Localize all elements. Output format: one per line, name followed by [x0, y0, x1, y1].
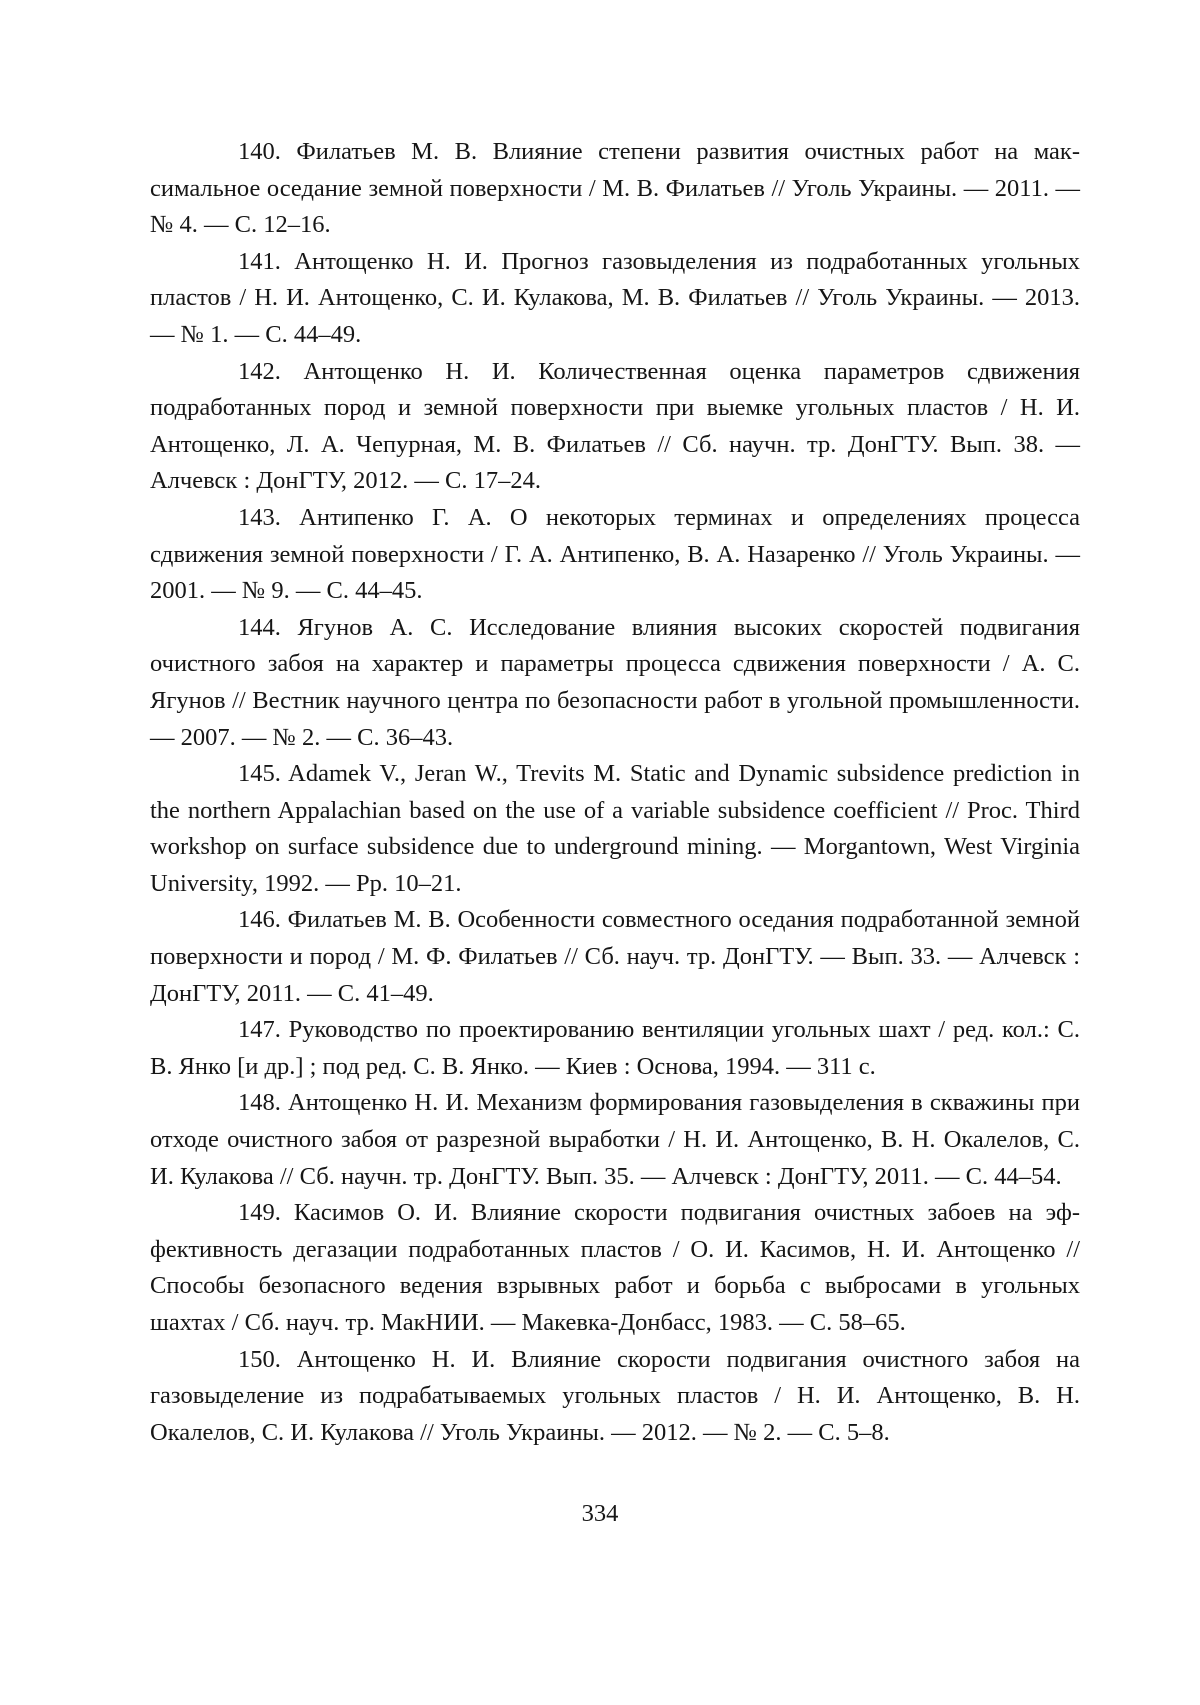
reference-entry-144: 144. Ягунов А. С. Исследование влияния высоких скоростей подвигания очистного забоя на характер и параметры процесса сдвижения поверхности / А. С. Ягунов // Вестник научного центра по безопасности работ в угольной про­мышленности. — 2007. — № 2. — С. 36–43. — [150, 610, 1080, 756]
reference-entry-140: 140. Филатьев М. В. Влияние степени развития очистных работ на мак­симальное оседание земной поверхности / М. В. Филатьев // Уголь Украины. — 2011. — № 4. — С. 12–16. — [150, 134, 1080, 244]
reference-entry-148: 148. Антощенко Н. И. Механизм формирования газовыделения в скважи­ны при отходе очистного забоя от разрезной выработки / Н. И. Антощенко, В. Н. Окалелов, С. И. Кулакова // Сб. научн. тр. ДонГТУ. Вып. 35. — Алчевск : ДонГТУ, 2011. — С. 44–54. — [150, 1085, 1080, 1195]
reference-entry-145: 145. Adamek V., Jeran W., Trevits M. Static and Dynamic subsidence predic­tion in the northern Appalachian based on the use of a variable subsidence coefficient // Proc. Third workshop on surface subsidence due to underground mining. — Morgan­town, West Virginia University, 1992. — Pp. 10–21. — [150, 756, 1080, 902]
reference-list — [150, 134, 1080, 1451]
reference-entry-146: 146. Филатьев М. В. Особенности совместного оседания подработан­ной земной поверхности и пород / М. Ф. Филатьев // Сб. науч. тр. ДонГТУ. — Вып. 33. — Алчевск : ДонГТУ, 2011. — С. 41–49. — [150, 902, 1080, 1012]
reference-entry-149: 149. Касимов О. И. Влияние скорости подвигания очистных забоев на эф­фективность дегазации подработанных пластов / О. И. Касимов, Н. И. Антощенко // Способы безопасного ведения взрывных работ и борьба с выбросами в угольных шахтах / Сб. науч. тр. МакНИИ. — Макевка-Донбасс, 1983. — С. 58–65. — [150, 1195, 1080, 1341]
reference-entry-150: 150. Антощенко Н. И. Влияние скорости подвигания очистного забоя на газовыделение из подрабатываемых угольных пластов / Н. И. Антощенко, В. Н. Окалелов, С. И. Кулакова // Уголь Украины. — 2012. — № 2. — С. 5–8. — [150, 1342, 1080, 1452]
reference-entry-142: 142. Антощенко Н. И. Количественная оценка параметров сдвижения подработанных пород и земной поверхности при выемке угольных пластов / Н. И. Антощенко, Л. А. Чепурная, М. В. Филатьев // Сб. научн. тр. ДонГТУ. Вып. 38. — Алчевск : ДонГТУ, 2012. — С. 17–24. — [150, 354, 1080, 500]
reference-entry-141: 141. Антощенко Н. И. Прогноз газовыделения из подработанных уголь­ных пластов / Н. И. Антощенко, С. И. Кулакова, М. В. Филатьев // Уголь Украи­ны. — 2013. — № 1. — С. 44–49. — [150, 244, 1080, 354]
page-number: 334 — [0, 1496, 1200, 1532]
reference-entry-147: 147. Руководство по проектированию вентиляции угольных шахт / ред. кол.: С. В. Янко [и др.] ; под ред. С. В. Янко. — Киев : Основа, 1994. — 311 с. — [150, 1012, 1080, 1085]
reference-entry-143: 143. Антипенко Г. А. О некоторых терминах и определениях процесса сдвижения земной поверхности / Г. А. Антипенко, В. А. Назаренко // Уголь Украины. — 2001. — № 9. — С. 44–45. — [150, 500, 1080, 610]
